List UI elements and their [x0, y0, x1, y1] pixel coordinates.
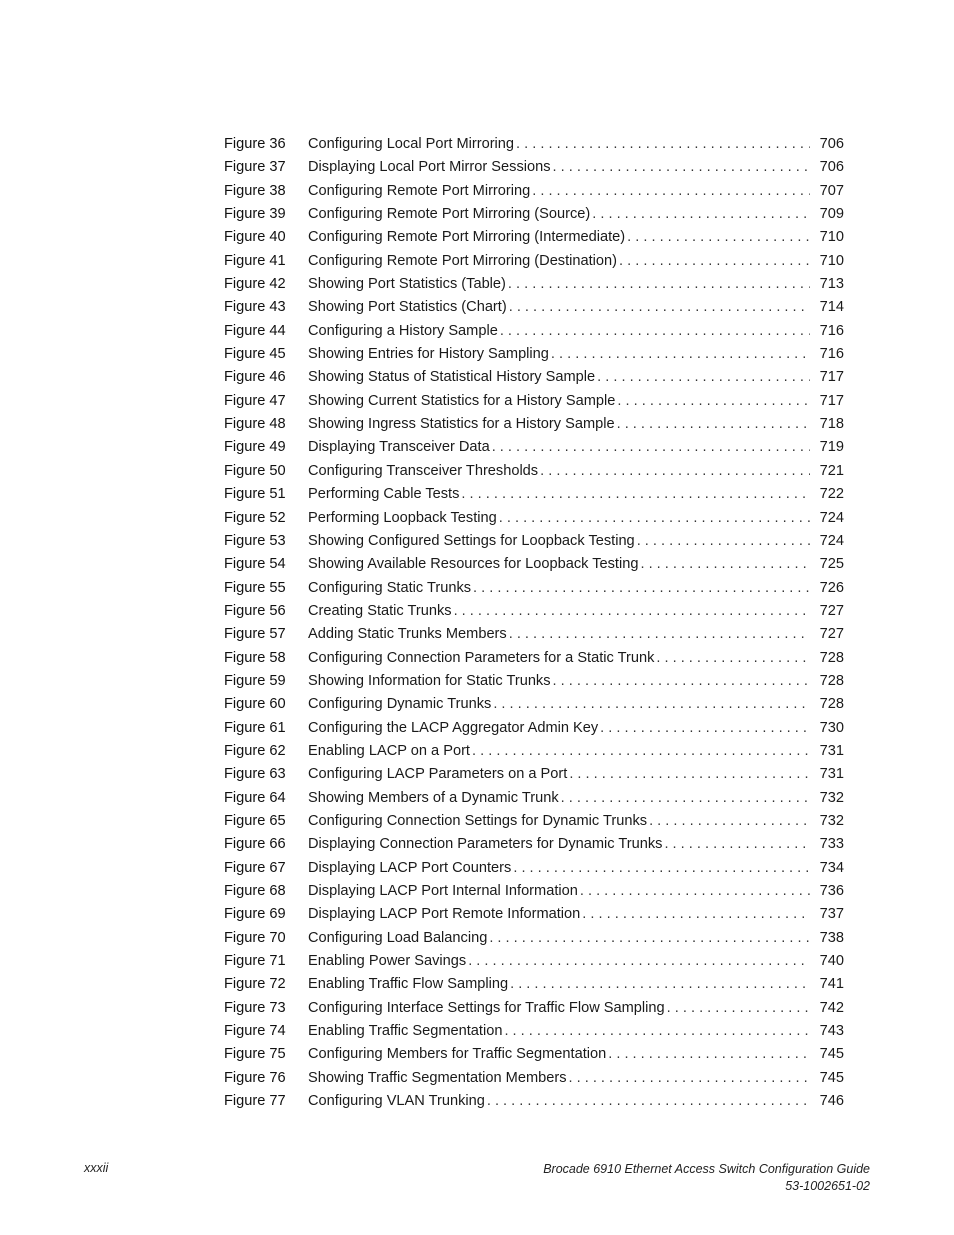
figure-label: Figure 39	[224, 206, 286, 223]
figure-title: Configuring Local Port Mirroring	[308, 136, 515, 152]
dot-leader	[510, 973, 810, 996]
figure-label: Figure 43	[224, 299, 286, 316]
footer-doc-title: Brocade 6910 Ethernet Access Switch Configuration Guide	[543, 1162, 870, 1176]
toc-row[interactable]	[224, 577, 844, 600]
figure-label: Figure 75	[224, 1046, 286, 1063]
toc-row[interactable]	[224, 880, 844, 903]
toc-row[interactable]	[224, 156, 844, 179]
dot-leader	[492, 436, 810, 459]
figure-title: Showing Current Statistics for a History Sample	[308, 392, 616, 409]
figure-title: Displaying Local Port Mirror Sessions	[308, 159, 551, 176]
dot-leader	[597, 366, 810, 389]
figure-label: Figure 37	[224, 159, 286, 176]
figure-title: Configuring Remote Port Mirroring (Intermediate)	[308, 229, 626, 246]
toc-row[interactable]	[224, 296, 844, 319]
page-number: 718	[819, 416, 844, 433]
figure-label: Figure 68	[224, 883, 286, 899]
list-of-figures	[224, 133, 844, 1113]
figure-title: Configuring Dynamic Trunks	[308, 696, 492, 713]
toc-row[interactable]	[224, 670, 844, 693]
dot-leader	[493, 693, 810, 716]
dot-leader	[513, 857, 810, 880]
dot-leader	[627, 226, 810, 249]
page-number: 730	[819, 719, 844, 736]
toc-row[interactable]	[224, 833, 844, 856]
dot-leader	[454, 600, 810, 623]
figure-title: Configuring the LACP Aggregator Admin Key	[308, 719, 599, 736]
toc-row[interactable]	[224, 530, 844, 553]
figure-label: Figure 66	[224, 836, 286, 853]
toc-row[interactable]	[224, 390, 844, 413]
figure-label: Figure 67	[224, 859, 286, 876]
dot-leader	[664, 833, 810, 856]
dot-leader	[508, 273, 810, 296]
figure-label: Figure 49	[224, 439, 286, 456]
toc-row[interactable]	[224, 180, 844, 203]
page-number: 740	[819, 953, 844, 970]
toc-row[interactable]	[224, 413, 844, 436]
dot-leader	[637, 530, 810, 553]
page-number: 741	[819, 976, 844, 993]
page-number: 716	[819, 346, 844, 363]
figure-label: Figure 41	[224, 252, 286, 269]
figure-title: Displaying Connection Parameters for Dynamic Trunks	[308, 836, 663, 853]
figure-title: Showing Port Statistics (Chart)	[308, 299, 507, 316]
figure-title: Configuring LACP Parameters on a Port	[308, 766, 568, 783]
figure-label: Figure 74	[224, 1023, 286, 1040]
figure-title: Showing Traffic Segmentation Members	[308, 1069, 567, 1086]
figure-label: Figure 40	[224, 229, 286, 246]
page-number: 728	[819, 696, 844, 713]
page-number: 731	[819, 742, 844, 759]
page-number: 728	[819, 672, 844, 689]
figure-title: Configuring Remote Port Mirroring (Source)	[308, 206, 591, 223]
dot-leader	[640, 553, 810, 576]
figure-title: Configuring Transceiver Thresholds	[308, 462, 539, 479]
dot-leader	[551, 343, 810, 366]
page-number: 717	[819, 369, 844, 386]
figure-label: Figure 53	[224, 532, 286, 549]
figure-label: Figure 36	[224, 136, 286, 152]
toc-row[interactable]	[224, 507, 844, 530]
page-number: 719	[819, 439, 844, 456]
page-number: 728	[819, 649, 844, 666]
figure-label: Figure 71	[224, 953, 286, 970]
page-number: 733	[819, 836, 844, 853]
page-number: 746	[819, 1093, 844, 1110]
dot-leader	[509, 296, 810, 319]
toc-row[interactable]	[224, 226, 844, 249]
figure-title: Showing Status of Statistical History Sample	[308, 369, 596, 386]
page-number: 716	[819, 322, 844, 339]
figure-title: Enabling LACP on a Port	[308, 742, 470, 759]
toc-row[interactable]	[224, 483, 844, 506]
figure-label: Figure 70	[224, 929, 286, 946]
toc-row[interactable]	[224, 810, 844, 833]
page-number: 732	[819, 789, 844, 806]
dot-leader	[619, 250, 810, 273]
dot-leader	[540, 460, 810, 483]
page-number: 722	[819, 486, 844, 503]
footer-doc-info	[543, 1161, 870, 1195]
dot-leader	[569, 1067, 811, 1090]
figure-title: Showing Configured Settings for Loopback Testing	[308, 532, 635, 549]
figure-label: Figure 55	[224, 579, 286, 596]
figure-title: Enabling Power Savings	[308, 953, 467, 970]
page-number: 724	[819, 532, 844, 549]
dot-leader	[509, 623, 810, 646]
figure-title: Showing Available Resources for Loopback Testing	[308, 556, 639, 573]
figure-label: Figure 62	[224, 742, 286, 759]
figure-label: Figure 76	[224, 1069, 286, 1086]
toc-row[interactable]	[224, 1090, 844, 1113]
figure-title: Enabling Traffic Segmentation	[308, 1023, 503, 1040]
figure-label: Figure 44	[224, 322, 286, 339]
figure-title: Enabling Traffic Flow Sampling	[308, 976, 509, 993]
figure-label: Figure 72	[224, 976, 286, 993]
dot-leader	[461, 483, 810, 506]
figure-label: Figure 60	[224, 696, 286, 713]
figure-label: Figure 48	[224, 416, 286, 433]
footer-page-number: xxxii	[84, 1161, 109, 1175]
figure-title: Configuring Remote Port Mirroring	[308, 182, 531, 199]
toc-row[interactable]	[224, 857, 844, 880]
page-number: 710	[819, 252, 844, 269]
toc-row[interactable]	[224, 1020, 844, 1043]
figure-title: Performing Cable Tests	[308, 486, 460, 503]
figure-title: Configuring Static Trunks	[308, 579, 472, 596]
figure-title: Creating Static Trunks	[308, 602, 452, 619]
dot-leader	[489, 927, 810, 950]
page-number: 726	[819, 579, 844, 596]
toc-row[interactable]	[224, 203, 844, 226]
dot-leader	[516, 133, 810, 156]
page-number: 713	[819, 276, 844, 293]
page-number: 710	[819, 229, 844, 246]
toc-row[interactable]	[224, 623, 844, 646]
toc-row[interactable]	[224, 973, 844, 996]
figure-label: Figure 45	[224, 346, 286, 363]
dot-leader	[667, 997, 810, 1020]
figure-label: Figure 69	[224, 906, 286, 923]
figure-label: Figure 59	[224, 672, 286, 689]
dot-leader	[487, 1090, 810, 1113]
figure-title: Configuring Connection Parameters for a Static Trunk	[308, 649, 655, 666]
figure-label: Figure 51	[224, 486, 286, 503]
toc-row[interactable]	[224, 1043, 844, 1066]
figure-label: Figure 46	[224, 369, 286, 386]
dot-leader	[561, 787, 810, 810]
page-number: 738	[819, 929, 844, 946]
figure-label: Figure 58	[224, 649, 286, 666]
figure-title: Configuring Connection Settings for Dynamic Trunks	[308, 812, 648, 829]
toc-row[interactable]	[224, 693, 844, 716]
toc-row[interactable]	[224, 950, 844, 973]
dot-leader	[656, 647, 810, 670]
page-number: 725	[819, 556, 844, 573]
figure-label: Figure 77	[224, 1093, 286, 1110]
figure-label: Figure 54	[224, 556, 286, 573]
figure-title: Showing Information for Static Trunks	[308, 672, 551, 689]
figure-title: Configuring VLAN Trunking	[308, 1093, 485, 1110]
toc-row[interactable]	[224, 997, 844, 1020]
dot-leader	[600, 717, 810, 740]
toc-row[interactable]	[224, 600, 844, 623]
page-number: 742	[819, 999, 844, 1016]
dot-leader	[500, 320, 810, 343]
page-number: 737	[819, 906, 844, 923]
figure-title: Performing Loopback Testing	[308, 509, 497, 526]
figure-label: Figure 38	[224, 182, 286, 199]
dot-leader	[608, 1043, 810, 1066]
page-number: 734	[819, 859, 844, 876]
toc-row[interactable]	[224, 553, 844, 576]
figure-title: Configuring a History Sample	[308, 322, 498, 339]
figure-label: Figure 57	[224, 626, 286, 643]
figure-title: Displaying Transceiver Data	[308, 439, 490, 456]
figure-title: Configuring Interface Settings for Traffic Flow Sampling	[308, 999, 665, 1016]
dot-leader	[592, 203, 810, 226]
figure-title: Showing Ingress Statistics for a History Sample	[308, 416, 615, 433]
page-number: 717	[819, 392, 844, 409]
page-number: 709	[819, 206, 844, 223]
dot-leader	[468, 950, 810, 973]
dot-leader	[617, 390, 810, 413]
page-number: 736	[819, 883, 844, 899]
page-number: 743	[819, 1023, 844, 1040]
page-number: 706	[819, 136, 844, 152]
dot-leader	[532, 180, 810, 203]
dot-leader	[582, 903, 810, 926]
figure-title: Configuring Members for Traffic Segmentation	[308, 1046, 607, 1063]
figure-title: Showing Members of a Dynamic Trunk	[308, 789, 559, 806]
figure-label: Figure 73	[224, 999, 286, 1016]
figure-title: Displaying LACP Port Remote Information	[308, 906, 581, 923]
dot-leader	[580, 880, 810, 903]
footer-doc-number: 53-1002651-02	[785, 1179, 870, 1193]
dot-leader	[617, 413, 810, 436]
toc-row[interactable]	[224, 927, 844, 950]
figure-label: Figure 65	[224, 812, 286, 829]
toc-row[interactable]	[224, 740, 844, 763]
toc-row[interactable]	[224, 273, 844, 296]
toc-row[interactable]	[224, 787, 844, 810]
dot-leader	[504, 1020, 810, 1043]
figure-label: Figure 63	[224, 766, 286, 783]
figure-label: Figure 52	[224, 509, 286, 526]
page-number: 745	[819, 1046, 844, 1063]
toc-row[interactable]	[224, 320, 844, 343]
toc-row[interactable]	[224, 460, 844, 483]
dot-leader	[569, 763, 810, 786]
page-number: 724	[819, 509, 844, 526]
toc-row[interactable]	[224, 343, 844, 366]
toc-row[interactable]	[224, 763, 844, 786]
dot-leader	[553, 670, 810, 693]
toc-row[interactable]	[224, 717, 844, 740]
page-number: 706	[819, 159, 844, 176]
toc-row[interactable]	[224, 133, 844, 156]
dot-leader	[473, 577, 810, 600]
page-number: 727	[819, 602, 844, 619]
toc-row[interactable]	[224, 1067, 844, 1090]
figure-label: Figure 50	[224, 462, 286, 479]
page-number: 727	[819, 626, 844, 643]
figure-title: Displaying LACP Port Internal Information	[308, 883, 578, 899]
figure-title: Displaying LACP Port Counters	[308, 859, 512, 876]
dot-leader	[649, 810, 810, 833]
page-number: 714	[819, 299, 844, 316]
dot-leader	[472, 740, 810, 763]
toc-row[interactable]	[224, 647, 844, 670]
figure-label: Figure 64	[224, 789, 286, 806]
dot-leader	[553, 156, 810, 179]
toc-row[interactable]	[224, 903, 844, 926]
page-number: 745	[819, 1069, 844, 1086]
figure-title: Showing Entries for History Sampling	[308, 346, 549, 363]
figure-label: Figure 61	[224, 719, 286, 736]
figure-title: Configuring Remote Port Mirroring (Destination)	[308, 252, 618, 269]
figure-label: Figure 42	[224, 276, 286, 293]
page-number: 731	[819, 766, 844, 783]
figure-title: Adding Static Trunks Members	[308, 626, 507, 643]
toc-row[interactable]	[224, 436, 844, 459]
dot-leader	[499, 507, 810, 530]
figure-label: Figure 47	[224, 392, 286, 409]
toc-row[interactable]	[224, 366, 844, 389]
figure-label: Figure 56	[224, 602, 286, 619]
figure-title: Configuring Load Balancing	[308, 929, 488, 946]
page-number: 732	[819, 812, 844, 829]
page-number: 721	[819, 462, 844, 479]
page-number: 707	[819, 182, 844, 199]
toc-row[interactable]	[224, 250, 844, 273]
figure-title: Showing Port Statistics (Table)	[308, 276, 506, 293]
